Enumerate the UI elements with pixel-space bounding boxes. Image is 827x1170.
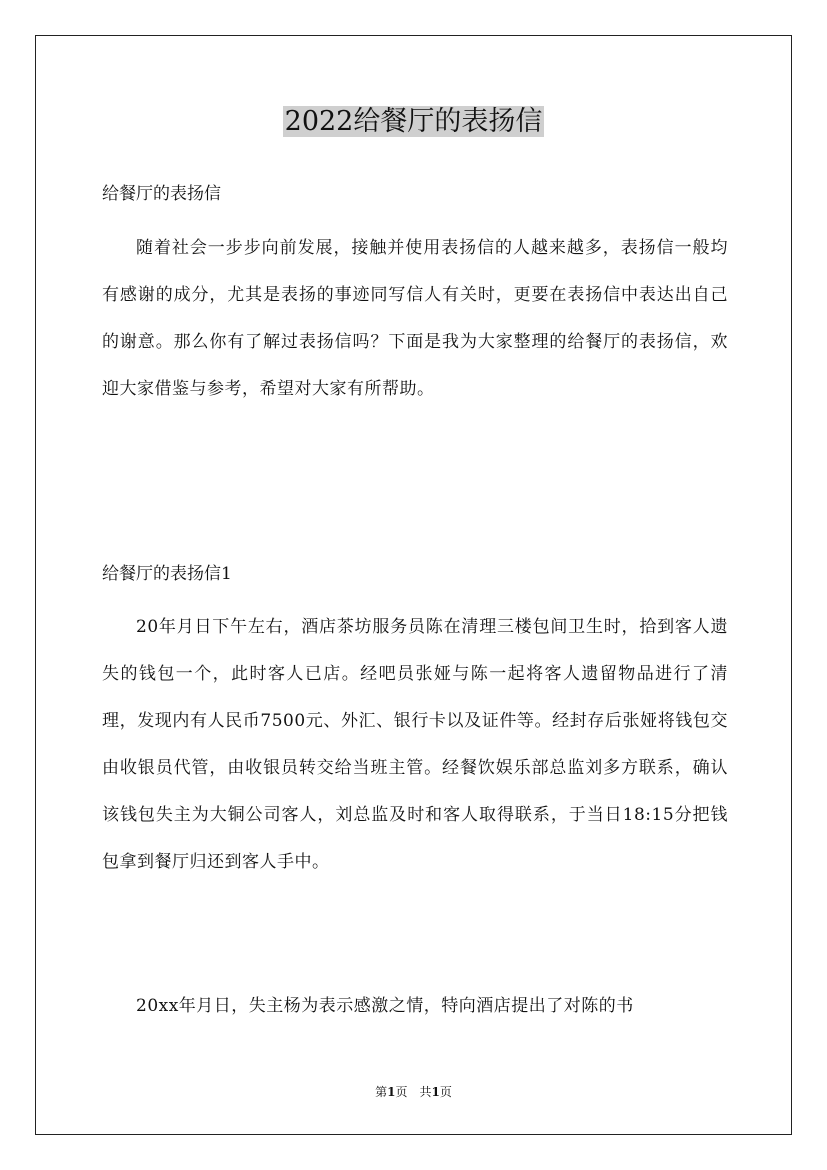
- section-heading-intro: 给餐厅的表扬信: [102, 184, 221, 204]
- footer-page-prefix: 第: [375, 1085, 388, 1099]
- footer-page-total: 1: [431, 1085, 440, 1099]
- footer-page-mid: 页: [395, 1085, 408, 1099]
- section-heading-letter1: 给餐厅的表扬信1: [102, 564, 232, 584]
- document-title: [0, 102, 827, 142]
- footer-total-prefix: 共: [419, 1085, 432, 1099]
- footer-page-current: 1: [387, 1085, 396, 1099]
- page-footer: [0, 1083, 827, 1101]
- paragraph-intro: 随着社会一步步向前发展，接触并使用表扬信的人越来越多，表扬信一般均有感谢的成分，尤其是表扬的事迹同写信人有关时，更要在表扬信中表达出自己的谢意。那么你有了解过表扬信吗？下面是我为大家整理的给餐厅的表扬信，欢迎大家借鉴与参考，希望对大家有所帮助。: [102, 238, 728, 399]
- document-title-text: 2022给餐厅的表扬信: [284, 106, 543, 137]
- footer-total-suffix: 页: [439, 1085, 452, 1099]
- paragraph-letter1: 20年月日下午左右，酒店茶坊服务员陈在清理三楼包间卫生时，拾到客人遗失的钱包一个，此时客人已店。经吧员张娅与陈一起将客人遗留物品进行了清理，发现内有人民币7500元、外汇、银行卡以及证件等。经封存后张娅将钱包交由收银员代管，由收银员转交给当班主管。经餐饮娱乐部总监刘多方联系，确认该钱包失主为大铜公司客人，刘总监及时和客人取得联系，于当日18:15分把钱包拿到餐厅归还到客人手中。: [102, 617, 728, 872]
- paragraph-letter1-continued: 20xx年月日，失主杨为表示感激之情，特向酒店提出了对陈的书: [136, 996, 634, 1016]
